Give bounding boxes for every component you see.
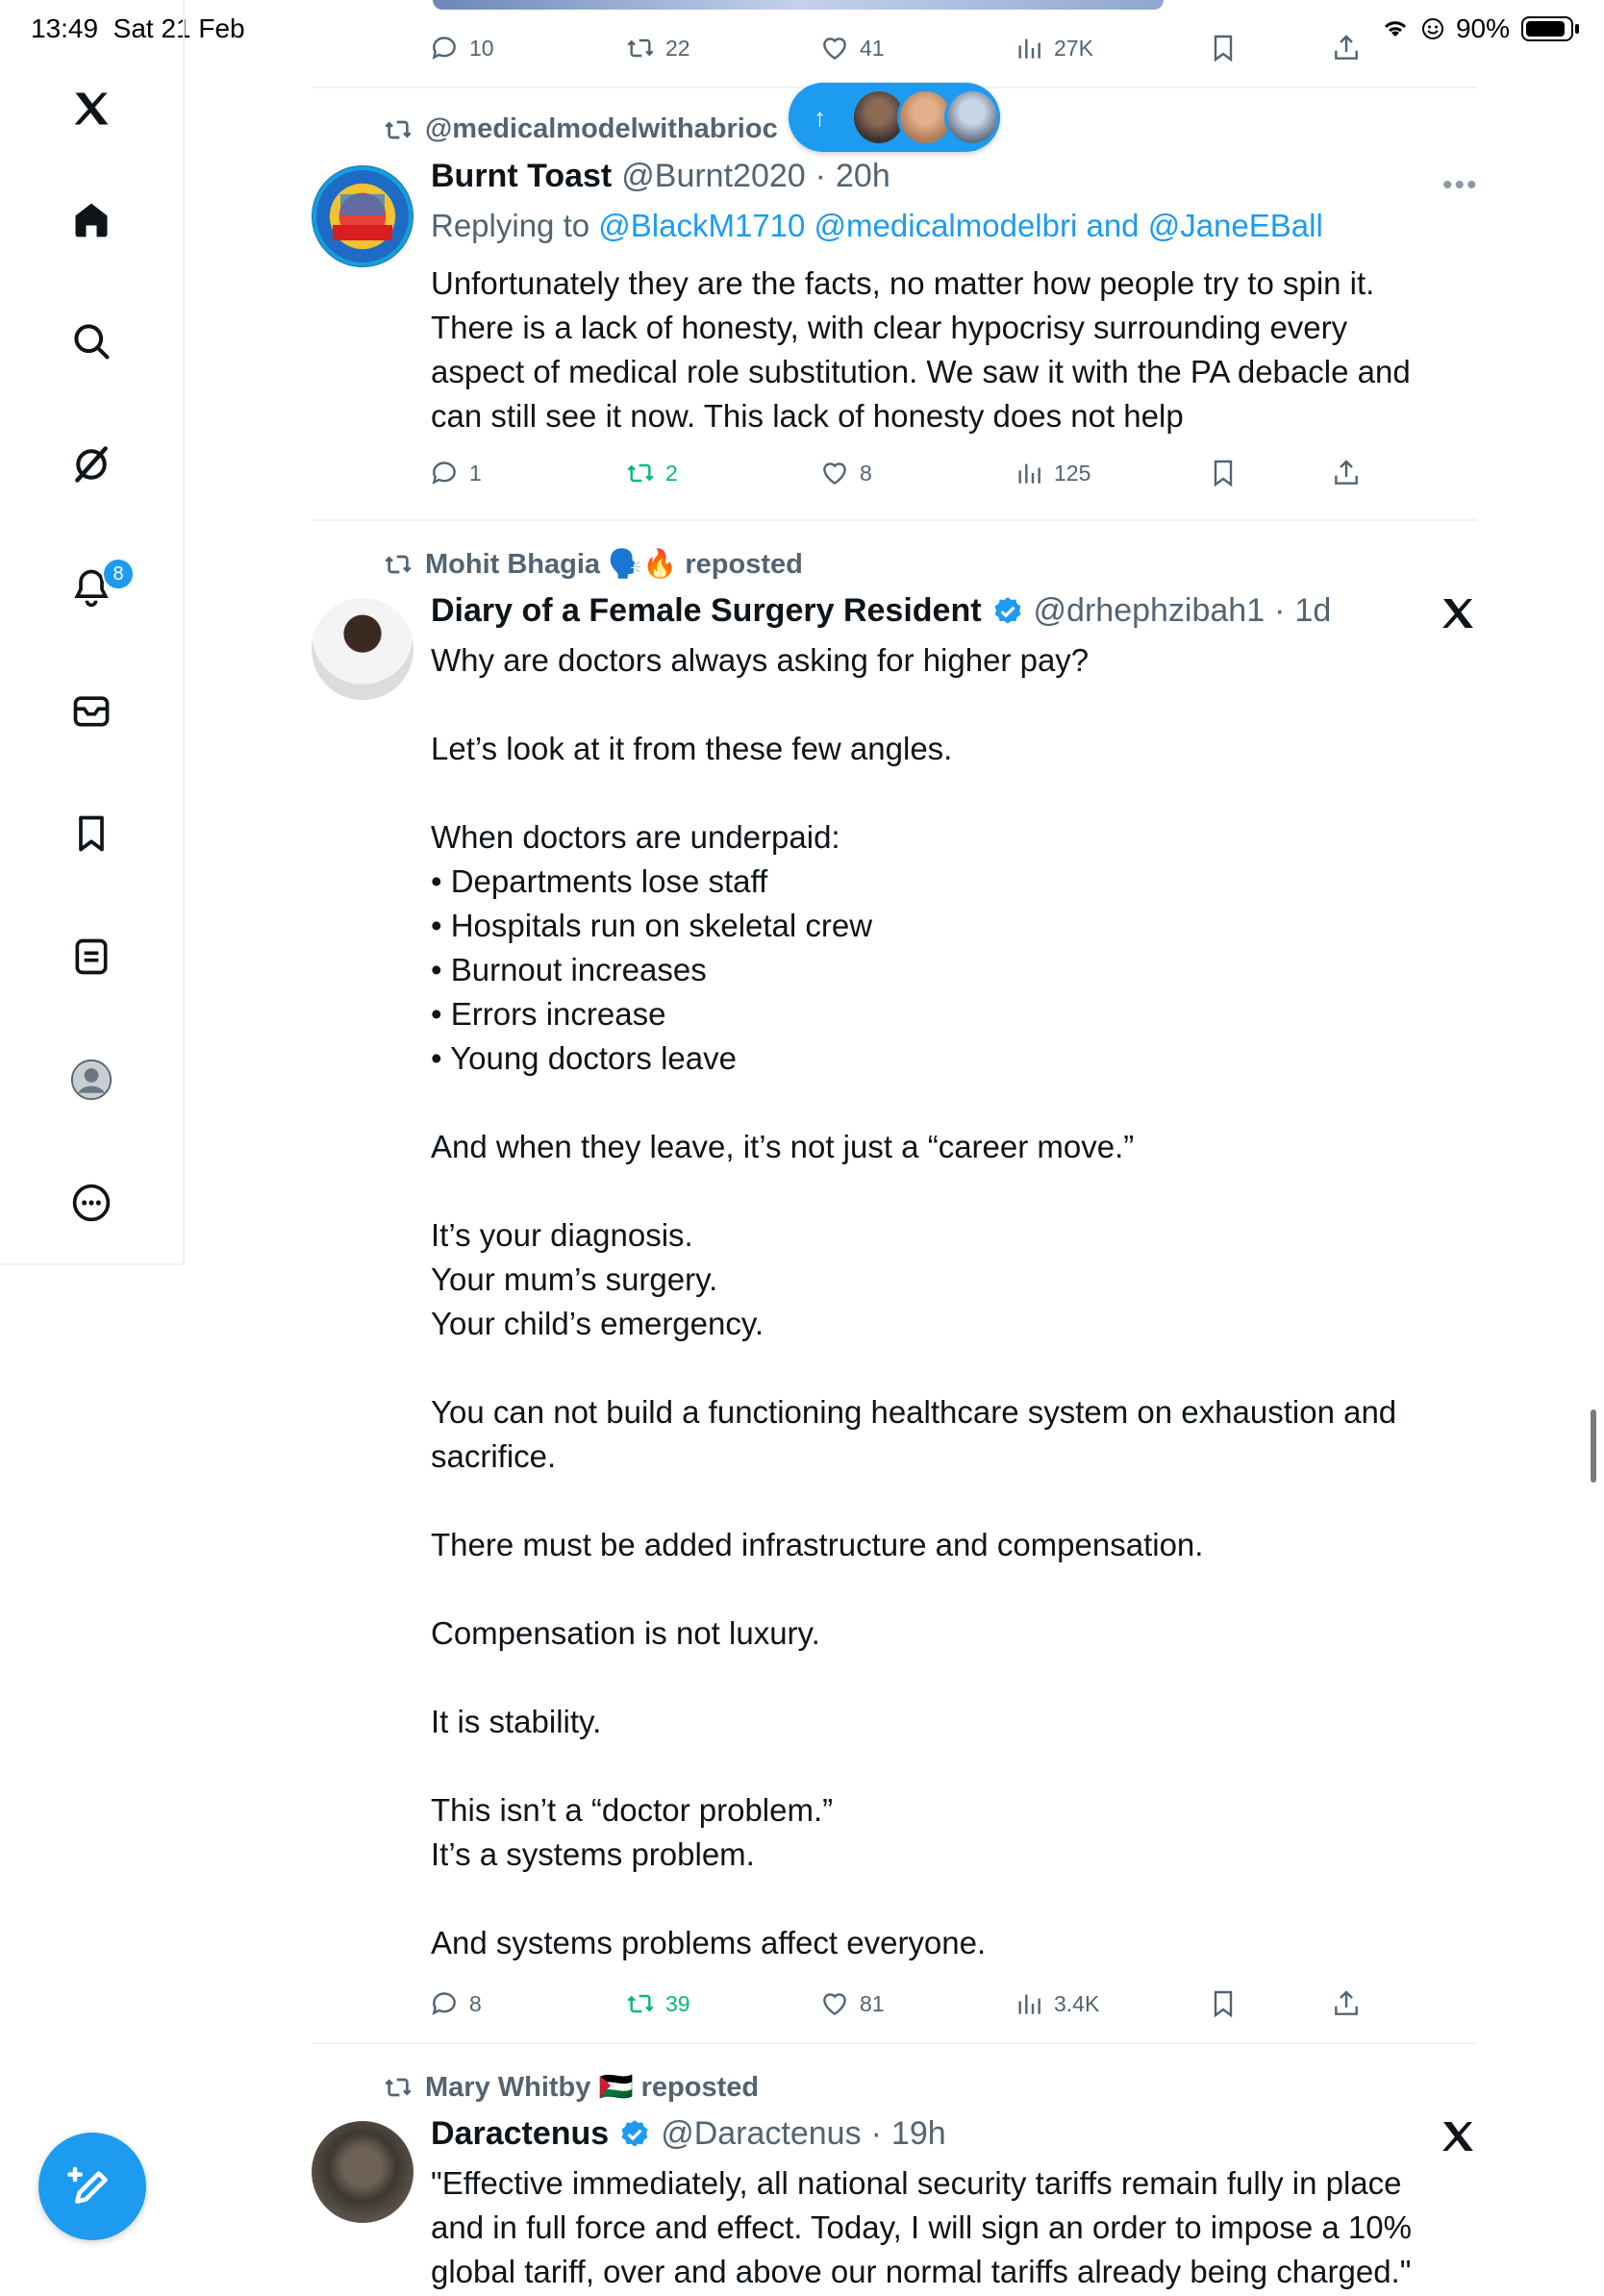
post-text: "Effective immediately, all national security tariffs remain fully in place and in full force and effect. Today, I will sign an order to impose a 10% global tariff, over and above our normal tariffs already being charged." (431, 2165, 1412, 2289)
repost-attribution[interactable]: Mary Whitby 🇵🇸 reposted (383, 2071, 759, 2104)
repost-button[interactable]: 2 (625, 454, 678, 492)
repost-icon (383, 114, 414, 145)
bookmark-icon (1208, 33, 1239, 63)
repost-icon (625, 33, 656, 63)
compose-button[interactable] (38, 2133, 146, 2240)
sidebar-nav (0, 0, 185, 1265)
messages-icon[interactable] (62, 681, 121, 740)
repost-button[interactable]: 39 (625, 1984, 690, 2023)
status-time: 13:49 Sat 21 Feb (31, 13, 245, 43)
like-button[interactable]: 41 (819, 29, 885, 67)
grok-icon[interactable] (62, 435, 121, 494)
author-handle[interactable]: @Burnt2020 (621, 158, 806, 194)
bookmarks-icon[interactable] (62, 804, 121, 863)
arrow-up-icon: ↑ (814, 102, 826, 132)
post-time[interactable]: 19h (890, 2115, 946, 2152)
views-button[interactable]: 125 (1014, 454, 1090, 492)
x-logo-icon (1439, 594, 1477, 633)
reply-icon (429, 1988, 460, 2019)
author-name[interactable]: Burnt Toast (431, 158, 613, 194)
more-icon[interactable] (62, 1173, 121, 1233)
post-time[interactable]: 1d (1294, 592, 1332, 629)
post-text: Unfortunately they are the facts, no matter how people try to spin it. There is a lack of honesty, with clear hypocrisy surrounding every aspect of medical role substitution. We saw it with the PA debacle and can still see it now. This lack of honesty does not help (431, 265, 1411, 434)
battery-percent: 90% (1455, 13, 1510, 43)
replying-to: Replying to @BlackM1710 @medicalmodelbri and @JaneEBall (431, 208, 1323, 243)
repost-attribution[interactable]: Mohit Bhagia 🗣️🔥 reposted (383, 548, 803, 581)
bookmark-button[interactable] (1208, 1984, 1239, 2023)
reply-mentions[interactable]: @BlackM1710 @medicalmodelbri and @JaneEBall (598, 208, 1323, 243)
repost-icon (625, 1988, 656, 2019)
share-button[interactable] (1331, 29, 1362, 67)
post-text: Why are doctors always asking for higher pay? Let’s look at it from these few angles. When doctors are underpaid: • Departments lose staff • Hospitals run on skeletal crew • Burnout increases • Errors increase • Young doctors leave And when they leave, it’s not just a “career move.” It’s your diagnosis. Your mum’s surgery. Your child’s emergency. You can not build a functioning healthcare system on exhaustion and sacrifice. There must be added infrastructure and compensation. Compensation is not luxury. It is stability. This isn’t a “doctor problem.” It’s a systems problem. And systems problems affect everyone. (431, 642, 1397, 1960)
search-icon[interactable] (62, 312, 121, 371)
reply-icon (429, 33, 460, 63)
avatar[interactable] (312, 2121, 414, 2223)
avatar (944, 88, 1000, 146)
repost-button[interactable]: 22 (625, 29, 690, 67)
home-icon[interactable] (62, 190, 121, 250)
bookmark-icon (1208, 458, 1239, 488)
post-author[interactable]: Burnt Toast @Burnt2020 · 20h (431, 158, 890, 194)
author-handle[interactable]: @drhephzibah1 (1033, 592, 1266, 629)
status-icons (1381, 13, 1579, 44)
post-time[interactable]: 20h (836, 158, 890, 194)
scrollbar[interactable] (1591, 1410, 1596, 1483)
battery-icon (1521, 16, 1573, 41)
repost-attribution[interactable]: @medicalmodelwithabrioc (383, 113, 992, 145)
lists-icon[interactable] (62, 927, 121, 986)
notifications-badge: 8 (102, 558, 135, 590)
reply-button[interactable]: 1 (429, 454, 482, 492)
post-author[interactable]: Daractenus @Daractenus · 19h (431, 2115, 946, 2152)
heart-icon (819, 33, 850, 63)
heart-icon (819, 458, 850, 488)
new-posts-pill[interactable] (789, 83, 1000, 152)
more-options-icon[interactable]: ••• (1442, 169, 1479, 201)
author-name[interactable]: Daractenus (431, 2115, 610, 2152)
x-logo-icon (1439, 2117, 1477, 2156)
avatar[interactable] (312, 165, 414, 267)
x-logo-icon[interactable] (62, 79, 121, 138)
reply-icon (429, 458, 460, 488)
profile-icon[interactable] (62, 1050, 121, 1110)
verified-badge-icon (991, 595, 1024, 628)
like-button[interactable]: 8 (819, 454, 872, 492)
previous-post-media[interactable] (433, 0, 1164, 10)
bookmark-icon (1208, 1988, 1239, 2019)
reply-button[interactable]: 8 (429, 1984, 482, 2023)
author-handle[interactable]: @Daractenus (661, 2115, 862, 2152)
heart-icon (819, 1988, 850, 2019)
share-icon (1331, 458, 1362, 488)
author-name[interactable]: Diary of a Female Surgery Resident (431, 592, 982, 629)
compose-icon (66, 2160, 118, 2212)
focus-mode-icon (1421, 17, 1444, 40)
post-actions (429, 1984, 1391, 2023)
bookmark-button[interactable] (1208, 29, 1239, 67)
verified-badge-icon (618, 2118, 651, 2151)
share-button[interactable] (1331, 454, 1362, 492)
post-divider (312, 2042, 1477, 2044)
like-button[interactable]: 81 (819, 1984, 885, 2023)
views-icon (1014, 458, 1044, 488)
previous-post-actions (429, 29, 1391, 67)
views-icon (1014, 1988, 1044, 2019)
repost-icon (625, 458, 656, 488)
views-button[interactable]: 27K (1014, 29, 1093, 67)
views-button[interactable]: 3.4K (1014, 1984, 1099, 2023)
bookmark-button[interactable] (1208, 454, 1239, 492)
share-icon (1331, 1988, 1362, 2019)
repost-icon (383, 2072, 414, 2103)
post-author[interactable]: Diary of a Female Surgery Resident @drhephzibah1 · 1d (431, 592, 1332, 629)
repost-icon (383, 549, 414, 580)
reply-button[interactable]: 10 (429, 29, 494, 67)
share-icon (1331, 33, 1362, 63)
post-divider (312, 519, 1477, 521)
avatar[interactable] (312, 598, 414, 700)
post-actions (429, 454, 1391, 492)
share-button[interactable] (1331, 1984, 1362, 2023)
views-icon (1014, 33, 1044, 63)
